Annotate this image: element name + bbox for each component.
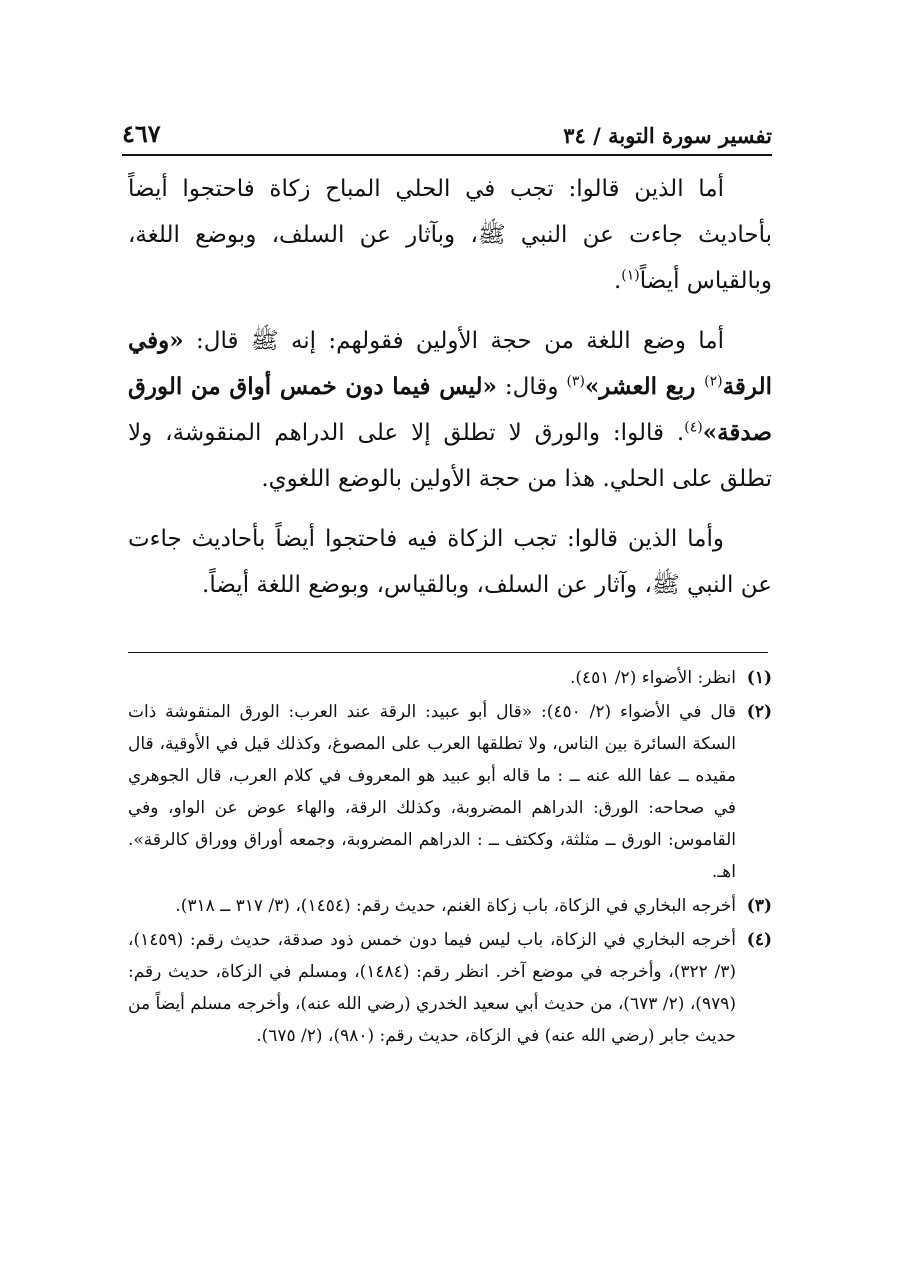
main-text [128,166,772,622]
footnote-divider [128,652,768,653]
paragraph-2-end: . قالوا: والورق لا تطلق إلا على الدراهم المنقوشة، ولا تطلق على الحلي. هذا من حجة الأولين بالوضع اللغوي. [128,420,772,492]
footnote-ref-3: (٣) [566,373,585,390]
footnote-item [128,696,772,888]
paragraph-1-end: . [613,268,622,294]
hadith-quote-1a: «وفي الرقة [128,327,772,400]
footnote-number: (١) [746,668,772,688]
paragraph-2 [128,318,772,502]
footnote-text: انظر: الأضواء (٢/ ٤٥١). [569,668,736,688]
footnote-item [128,890,772,922]
page-header [122,112,772,156]
footnote-text: أخرجه البخاري في الزكاة، باب ليس فيما دون خمس ذود صدقة، حديث رقم: (١٤٥٩)، (٣/ ٣٢٢)، وأخرجه في موضع آخر. انظر رقم: (١٤٨٤)، ومسلم في الزكاة، حديث رقم: (٩٧٩)، (٢/ ٦٧٣)، من حديث أبي سعيد الخدري (رضي الله عنه)، وأخرجه مسلم أيضاً من حديث جابر (رضي الله عنه) في الزكاة، حديث رقم: (٩٨٠)، (٢/ ٦٧٥). [128,930,736,1046]
paragraph-2-intro: أما وضع اللغة من حجة الأولين فقولهم: إنه ﷺ قال: [183,328,724,354]
footnote-ref-1: (١) [621,267,640,284]
footnote-ref-4: (٤) [684,419,703,436]
footnote-text: قال في الأضواء (٢/ ٤٥٠): «قال أبو عبيد: الرقة عند العرب: الورق المنقوشة ذات السكة السائرة بين الناس، ولا تطلقها العرب على المصوغ، وكذلك قيل في الأوقية، قال مقيده ــ عفا الله عنه ــ : ما قاله أبو عبيد هو المعروف في كلام العرب، قال الجوهري في صحاحه: الورق: الدراهم المضروبة، وكذلك الرقة، والهاء عوض عن الواو، وفي القاموس: الورق ــ مثلثة، وككتف ــ : الدراهم المضروبة، وجمعه أوراق ووراق كالرقة». اهـ. [128,702,736,882]
footnote-item [128,662,772,694]
paragraph-2-middle: وقال: [496,374,567,400]
paragraph-3: وأما الذين قالوا: تجب الزكاة فيه فاحتجوا أيضاً بأحاديث جاءت عن النبي ﷺ، وآثار عن السلف، وبالقياس، وبوضع اللغة أيضاً. [128,526,772,598]
paragraph-1-text: أما الذين قالوا: تجب في الحلي المباح زكاة فاحتجوا أيضاً بأحاديث جاءت عن النبي ﷺ، وبآثار عن السلف، وبوضع اللغة، وبالقياس أيضاً [128,176,772,294]
footnote-item [128,924,772,1052]
footnote-number: (٢) [746,702,772,722]
footnote-number: (٣) [746,896,772,916]
hadith-quote-1b: ربع العشر» [584,373,705,400]
page-number: ٤٦٧ [122,119,161,148]
paragraph-1 [128,166,772,304]
running-head: تفسير سورة التوبة / ٣٤ [563,123,772,148]
footnote-number: (٤) [746,930,772,950]
footnote-ref-2: (٢) [704,373,723,390]
footnote-text: أخرجه البخاري في الزكاة، باب زكاة الغنم، حديث رقم: (١٤٥٤)، (٣/ ٣١٧ ــ ٣١٨). [175,896,736,916]
hadith-quote-2: «ليس فيما دون خمس أواق من الورق صدقة» [128,373,772,446]
footnotes [128,662,772,1054]
